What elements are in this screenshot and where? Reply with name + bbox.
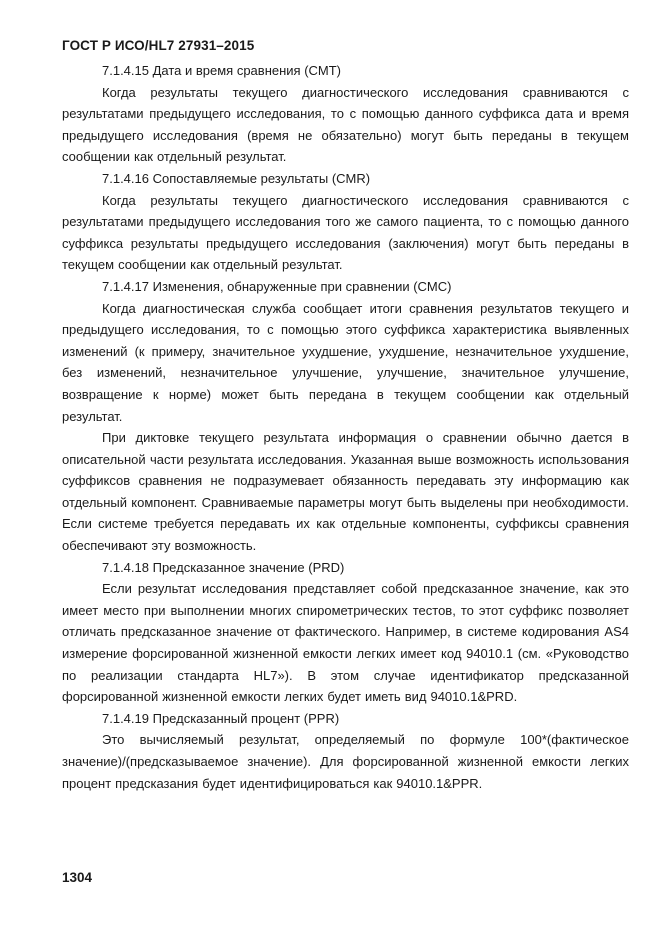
document-code-header: ГОСТ Р ИСО/HL7 27931–2015 bbox=[62, 38, 255, 53]
section-heading-ppr: 7.1.4.19 Предсказанный процент (PPR) bbox=[102, 710, 340, 726]
paragraph-prd: Если результат исследования представляет собой предсказанное значение, как это имеет место при выполнении многих спирометрических тестов, то этот суффикс позволяет отличать предсказанное значение от фактического. Например, в системе кодирования AS4 измерение форсированной жизненной емкости легких имеет код 94010.1 (см. «Руководство по реализации стандарта HL7»). В этом случае идентификатор предсказанной форсированной жизненной емкости легких будет иметь вид 94010.1&PRD. bbox=[62, 581, 629, 705]
paragraph-cmc-2: При диктовке текущего результата информация о сравнении обычно дается в описательной части результата исследования. Указанная выше возможность использования суффиксов сравнения не подразумевает обязанность передавать эту информацию как отдельный компонент. Сравниваемые параметры могут быть выделены при необходимости. Если системе требуется передавать их как отдельные компоненты, суффиксы сравнения обеспечивают эту возможность. bbox=[62, 430, 629, 554]
page-body bbox=[62, 60, 629, 794]
section-heading-cmt: 7.1.4.15 Дата и время сравнения (CMT) bbox=[102, 63, 342, 78]
paragraph-ppr: Это вычисляемый результат, определяемый по формуле 100*(фактическое значение)/(предсказываемое значение). Для форсированной жизненной емкости легких процент предсказания будет идентифицироваться как 94010.1&PPR. bbox=[62, 732, 629, 791]
paragraph-cmt: Когда результаты текущего диагностического исследования сравниваются с результатами предыдущего исследования, то с помощью данного суффикса дата и время предыдущего исследования (время не обязательно) могут быть переданы в текущем сообщении как отдельный результат. bbox=[62, 84, 629, 165]
section-heading-prd: 7.1.4.18 Предсказанное значение (PRD) bbox=[102, 559, 345, 575]
section-heading-cmr: 7.1.4.16 Сопоставляемые результаты (CMR) bbox=[102, 170, 371, 186]
page-number: 1304 bbox=[62, 870, 93, 885]
section-heading-cmc: 7.1.4.17 Изменения, обнаруженные при сравнении (CMC) bbox=[102, 278, 452, 294]
paragraph-cmr: Когда результаты текущего диагностического исследования сравниваются с результатами предыдущего исследования того же самого пациента, то с помощью данного суффикса результаты предыдущего исследования (заключения) могут быть переданы в текущем сообщении как отдельный результат. bbox=[62, 192, 629, 273]
paragraph-cmc-1: Когда диагностическая служба сообщает итоги сравнения результатов текущего и предыдущего исследования, то с помощью этого суффикса характеристика выявленных изменений (к примеру, значительное ухудшение, ухудшение, незначительное ухудшение, без изменений, незначительное улучшение, улучшение, значительное улучшение, возвращение к норме) может быть передана в текущем сообщении как отдельный результат. bbox=[62, 300, 629, 424]
